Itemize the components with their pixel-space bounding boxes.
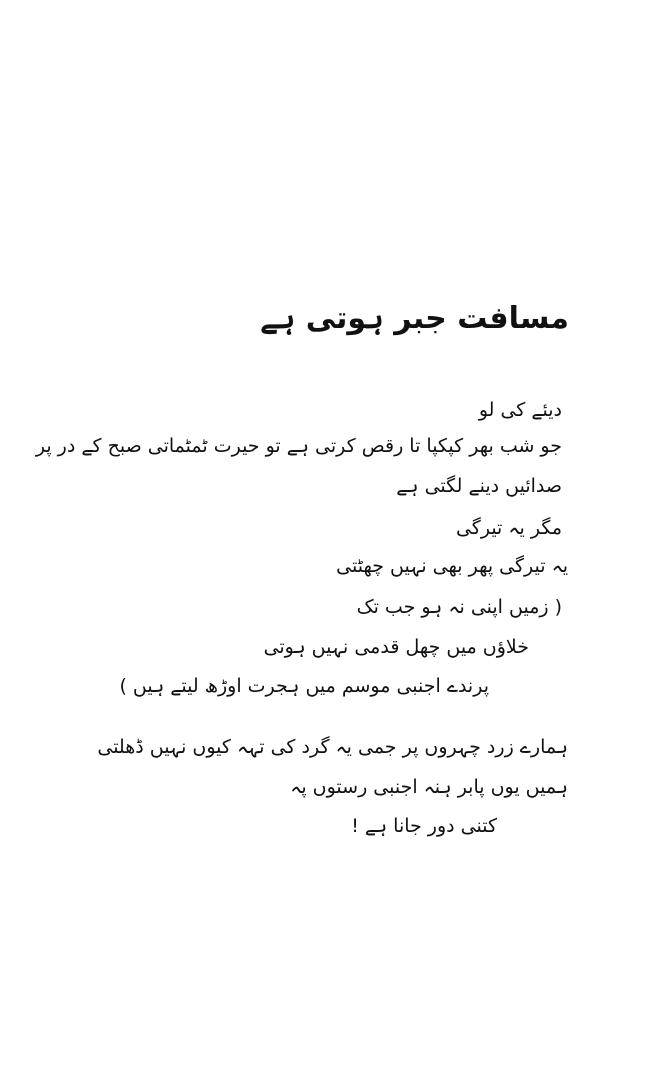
poem-line: جو شب بھر کپکپا تا رقص کرتی ہے تو حیرت ٹمٹماتی صبح کے در پر (35, 435, 562, 457)
poem-line: مگر یہ تیرگی (455, 517, 562, 539)
poem-title: مسافت جبر ہوتی ہے (260, 301, 569, 336)
poem-line: دیئے کی لو (478, 399, 562, 421)
poem-line: صدائیں دینے لگتی ہے (396, 475, 562, 497)
poem-line: یہ تیرگی پھر بھی نہیں چھٹتی (336, 555, 568, 577)
poem-line: ہمیں یوں پابر ہنہ اجنبی رستوں پہ (290, 776, 568, 798)
poem-line: کتنی دور جانا ہے ! (351, 815, 497, 837)
poem-line: ( زمیں اپنی نہ ہو جب تک (356, 596, 562, 618)
poem-line: پرندے اجنبی موسم میں ہجرت اوڑھ لیتے ہیں ) (119, 675, 489, 697)
poem-line: خلاؤں میں چھل قدمی نہیں ہوتی (263, 636, 529, 658)
poem-line: ہمارے زرد چہروں پر جمی یہ گرد کی تہہ کیوں نہیں ڈھلتی (97, 736, 568, 758)
